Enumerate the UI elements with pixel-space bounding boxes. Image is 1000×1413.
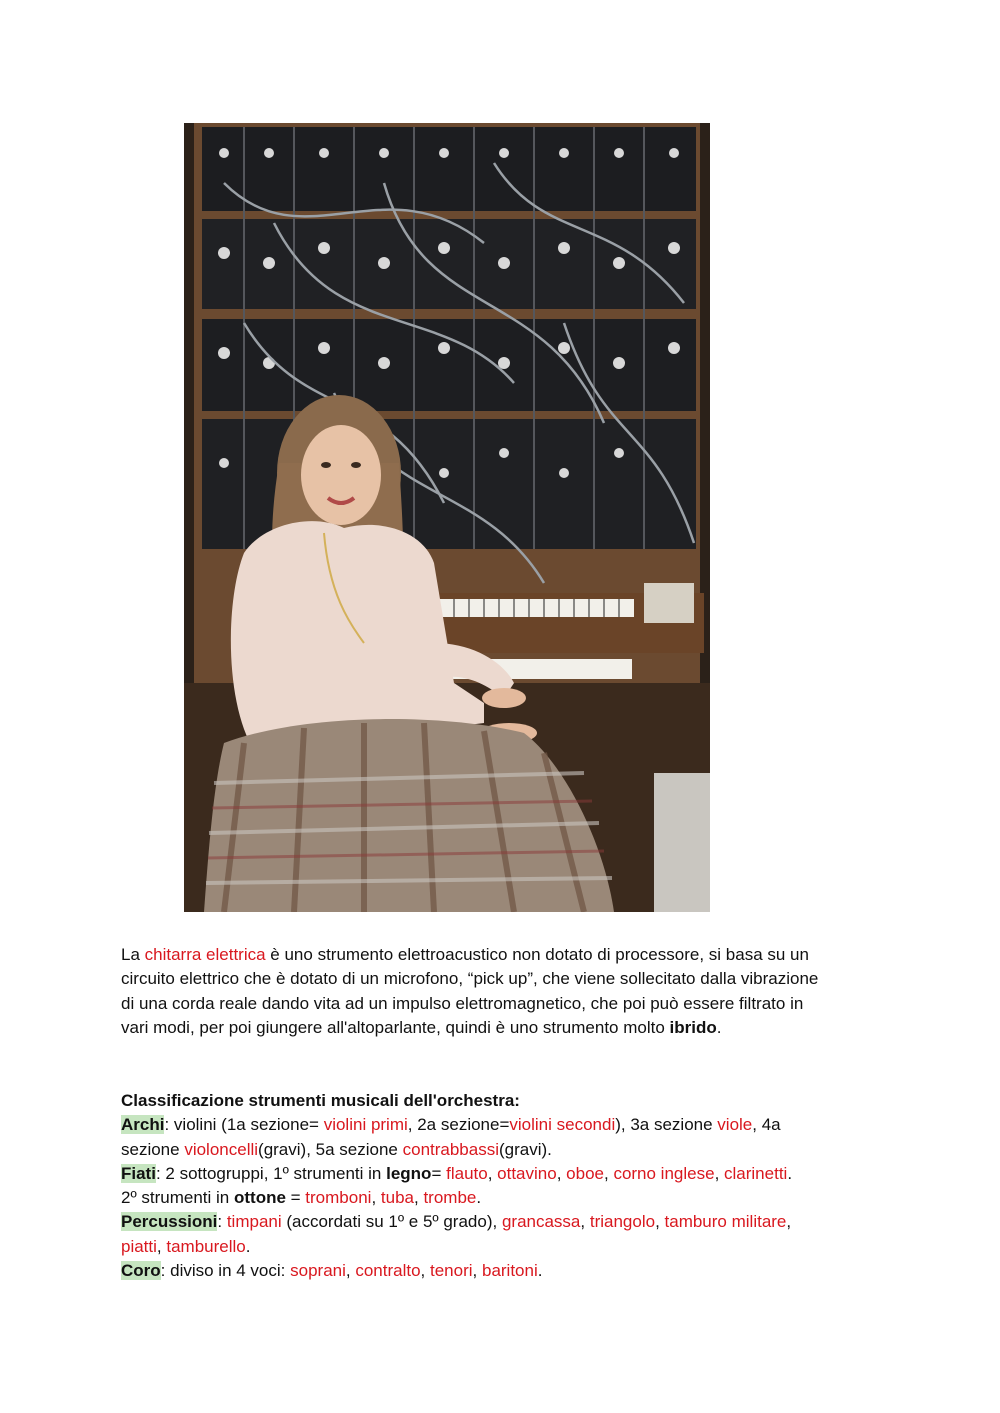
category-label: Fiati <box>121 1163 156 1183</box>
intro-line <box>121 943 891 967</box>
instrument: soprani <box>290 1261 346 1281</box>
category-label: Coro <box>121 1261 161 1281</box>
sep: , <box>603 1163 614 1183</box>
instrument: contralto <box>355 1261 421 1281</box>
instrument: baritoni <box>481 1261 538 1281</box>
instrument: viole <box>717 1115 753 1135</box>
coro-line <box>121 1259 891 1283</box>
sep: , <box>413 1188 424 1208</box>
instrument: corno inglese <box>613 1163 715 1183</box>
text: = <box>285 1188 306 1208</box>
synthesizer-photo <box>184 123 710 912</box>
instrument: ottavino <box>497 1163 557 1183</box>
text: ), 3a sezione <box>615 1115 718 1135</box>
instrument: piatti <box>121 1236 157 1256</box>
sep: , <box>156 1236 167 1256</box>
text: : <box>217 1212 227 1232</box>
text: . <box>716 1017 722 1037</box>
archi-line-1 <box>121 1113 891 1137</box>
archi-line-2 <box>121 1138 891 1162</box>
instrument: tamburo militare <box>664 1212 787 1232</box>
text: . <box>787 1163 793 1183</box>
sep: , <box>556 1163 567 1183</box>
sep: , <box>420 1261 430 1281</box>
text: sezione <box>121 1139 185 1159</box>
percussioni-line-1 <box>121 1210 891 1234</box>
intro-paragraph <box>121 943 891 1040</box>
intro-line: circuito elettrico che è dotato di un microfono, “pick up”, che viene sollecitato dalla vibrazione <box>121 969 819 989</box>
photo-illustration <box>184 123 710 912</box>
bold-term: ottone <box>233 1188 286 1208</box>
text: , 2a sezione= <box>407 1115 510 1135</box>
text: : 2 sottogruppi, 1º strumenti in <box>155 1163 387 1183</box>
instrument: trombe <box>423 1188 477 1208</box>
instrument: tenori <box>430 1261 473 1281</box>
text: La <box>121 945 145 964</box>
text: (gravi). <box>499 1139 552 1159</box>
bold-term: ibrido <box>669 1017 717 1037</box>
text: : violini (1a sezione= <box>164 1115 324 1135</box>
text: = <box>431 1163 447 1183</box>
text: , 4a <box>752 1115 781 1135</box>
instrument: tuba <box>380 1188 414 1208</box>
instrument: triangolo <box>589 1212 656 1232</box>
text: 2º strumenti in <box>121 1188 234 1208</box>
instrument: clarinetti <box>724 1163 788 1183</box>
instrument: tamburello <box>166 1236 246 1256</box>
sep: , <box>786 1212 792 1232</box>
bold-term: legno <box>386 1163 432 1183</box>
fiati-line-1 <box>121 1162 891 1186</box>
instrument: grancassa <box>501 1212 581 1232</box>
sep: , <box>655 1212 665 1232</box>
classification-section <box>121 1089 891 1283</box>
instrument: violoncelli <box>184 1139 259 1159</box>
sep: , <box>714 1163 725 1183</box>
fiati-line-2 <box>121 1186 891 1210</box>
percussioni-line-2 <box>121 1235 891 1259</box>
text: vari modi, per poi giungere all'altoparlante, quindi è uno strumento molto <box>121 1017 670 1037</box>
intro-line: di una corda reale dando vita ad un impulso elettromagnetico, che poi può essere filtrato in <box>121 993 804 1013</box>
category-label: Archi <box>121 1115 165 1135</box>
sep: , <box>580 1212 590 1232</box>
instrument: violini secondi <box>509 1115 616 1135</box>
text: (accordati su 1º e 5º grado), <box>281 1212 502 1232</box>
section-heading <box>121 1089 891 1113</box>
sep: , <box>345 1261 356 1281</box>
intro-line <box>121 1016 891 1040</box>
text: . <box>537 1261 543 1281</box>
sep: , <box>371 1188 381 1208</box>
text: è uno strumento elettroacustico non dotato di processore, si basa su un <box>265 945 809 964</box>
instrument: oboe <box>566 1163 604 1183</box>
text: : diviso in 4 voci: <box>160 1261 291 1281</box>
text: (gravi), 5a sezione <box>258 1139 403 1159</box>
text: . <box>245 1236 251 1256</box>
instrument: timpani <box>226 1212 282 1232</box>
text: . <box>476 1188 482 1208</box>
instrument: flauto <box>446 1163 488 1183</box>
instrument: contrabbassi <box>402 1139 499 1159</box>
term-chitarra-elettrica: chitarra elettrica <box>144 945 266 964</box>
sep: , <box>472 1261 482 1281</box>
heading-text: Classificazione strumenti musicali dell'orchestra: <box>121 1091 520 1110</box>
instrument: tromboni <box>305 1188 372 1208</box>
sep: , <box>487 1163 498 1183</box>
category-label: Percussioni <box>121 1212 218 1232</box>
instrument: violini primi <box>323 1115 408 1135</box>
